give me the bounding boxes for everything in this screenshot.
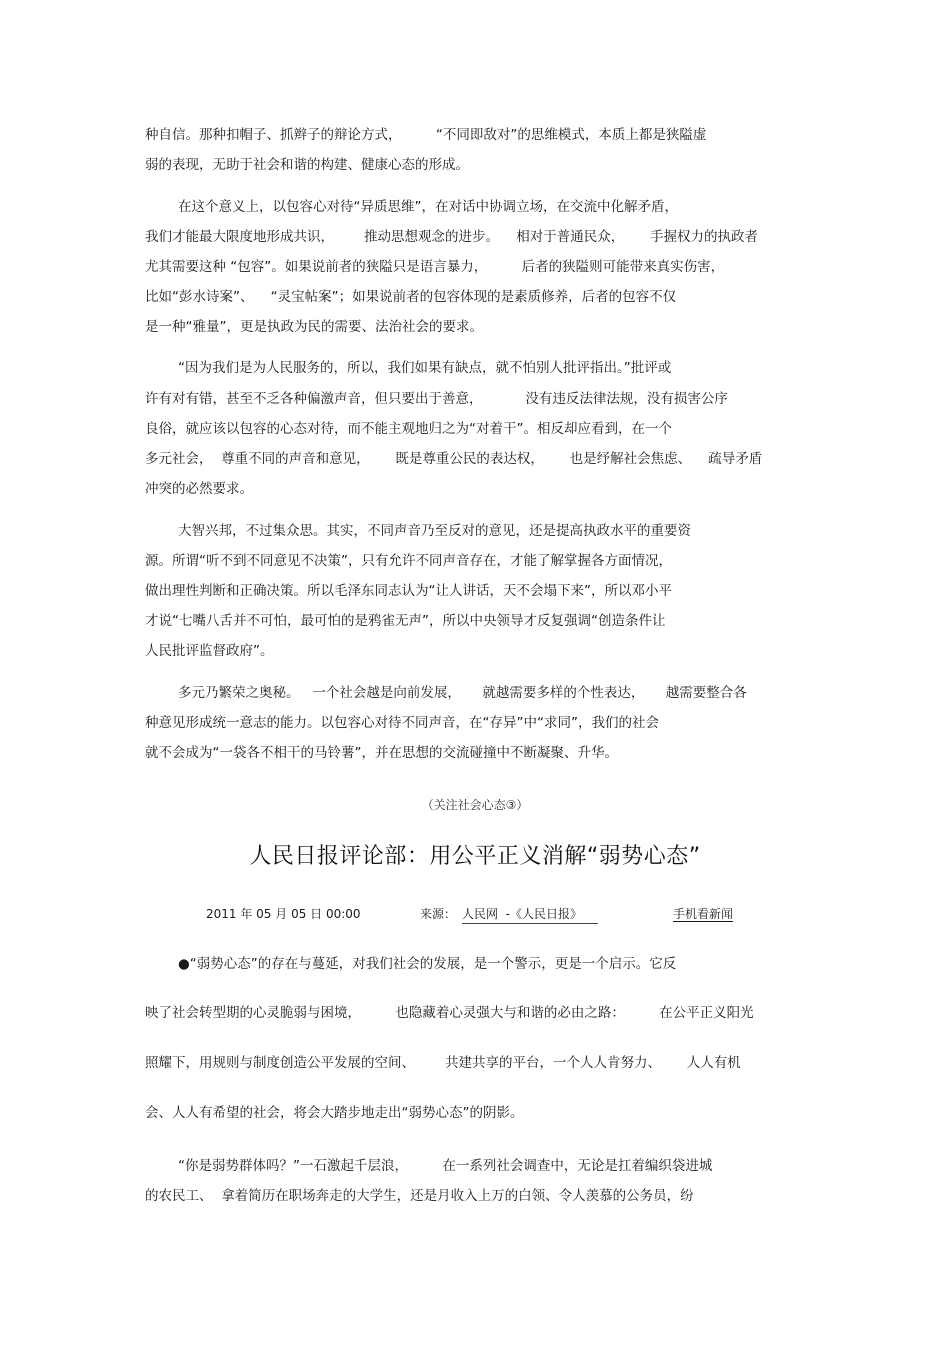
paragraph-line: 我们才能最大限度地形成共识， 推动思想观念的进步。 相对于普通民众， 手握权力的执政者	[145, 229, 758, 245]
paragraph-line: 许有对有错，甚至不乏各种偏激声音，但只要出于善意， 没有违反法律法规，没有损害公序	[145, 391, 728, 407]
mobile-news-link[interactable]: 手机看新闻	[673, 907, 734, 921]
lead-line: 照耀下，用规则与制度创造公平发展的空间、 共建共享的平台，一个人人肯努力、 人人有机	[145, 1055, 741, 1071]
paragraph-line: 做出理性判断和正确决策。所以毛泽东同志认为“让人讲话，天不会塌下来”，所以邓小平	[145, 583, 672, 599]
paragraph-line: “因为我们是为人民服务的，所以，我们如果有缺点，就不怕别人批评指出。”批评或	[178, 360, 672, 376]
paragraph-line: 种自信。那种扣帽子、抓辫子的辩论方式， “不同即敌对”的思维模式，本质上都是狭隘虚	[145, 127, 707, 143]
lead-line: ●“弱势心态”的存在与蔓延，对我们社会的发展，是一个警示，更是一个启示。它反	[178, 956, 677, 972]
source-label: 来源：	[420, 907, 457, 921]
paragraph-line: “你是弱势群体吗？”一石激起千层浪， 在一系列社会调查中，无论是扛着编织袋进城	[178, 1158, 713, 1174]
article-headline: 人民日报评论部：用公平正义消解“弱势心态”	[249, 844, 701, 869]
paragraph-line: 就不会成为“一袋各不相干的马铃薯”，并在思想的交流碰撞中不断凝聚、升华。	[145, 745, 618, 761]
lead-line: 会、人人有希望的社会，将会大踏步地走出“弱势心态”的阴影。	[145, 1105, 524, 1121]
paragraph-line: 才说“七嘴八舌并不可怕，最可怕的是鸦雀无声”，所以中央领导才反复强调“创造条件让	[145, 613, 666, 629]
source-link[interactable]: 人民网 -《人民日报》	[462, 906, 598, 924]
paragraph-line: 大智兴邦，不过集众思。其实，不同声音乃至反对的意见，还是提高执政水平的重要资	[178, 523, 691, 539]
paragraph-line: 比如“彭水诗案”、 “灵宝帖案”；如果说前者的包容体现的是素质修养，后者的包容不仅	[145, 289, 677, 305]
paragraph-line: 人民批评监督政府”。	[145, 643, 274, 659]
section-label: （关注社会心态③）	[421, 798, 529, 812]
paragraph-line: 种意见形成统一意志的能力。以包容心对待不同声音，在“存异”中“求同”，我们的社会	[145, 715, 659, 731]
paragraph-line: 良俗，就应该以包容的心态对待，而不能主观地归之为“对着干”。相反却应看到，在一个	[145, 421, 672, 437]
paragraph-line: 源。所谓“听不到不同意见不决策”，只有允许不同声音存在，才能了解掌握各方面情况，	[145, 553, 672, 569]
publish-date: 2011 年 05 月 05 日 00:00	[206, 907, 361, 921]
paragraph-line: 在这个意义上，以包容心对待“异质思维”，在对话中协调立场，在交流中化解矛盾，	[178, 199, 678, 215]
paragraph-line: 弱的表现，无助于社会和谐的构建、健康心态的形成。	[145, 157, 469, 173]
paragraph-line: 的农民工、 拿着简历在职场奔走的大学生，还是月收入上万的白领、令人羡慕的公务员，纷	[145, 1188, 694, 1204]
paragraph-line: 冲突的必然要求。	[145, 481, 253, 497]
paragraph-line: 尤其需要这种 “包容”。如果说前者的狭隘只是语言暴力， 后者的狭隘则可能带来真实伤害，	[145, 259, 725, 275]
paragraph-line: 多元社会， 尊重不同的声音和意见， 既是尊重公民的表达权， 也是纾解社会焦虑、 疏导矛盾	[145, 451, 763, 467]
lead-line: 映了社会转型期的心灵脆弱与困境， 也隐藏着心灵强大与和谐的必由之路： 在公平正义阳光	[145, 1005, 754, 1021]
paragraph-line: 多元乃繁荣之奥秘。 一个社会越是向前发展， 就越需要多样的个性表达， 越需要整合各	[178, 685, 747, 701]
paragraph-line: 是一种“雅量”，更是执政为民的需要、法治社会的要求。	[145, 319, 483, 335]
